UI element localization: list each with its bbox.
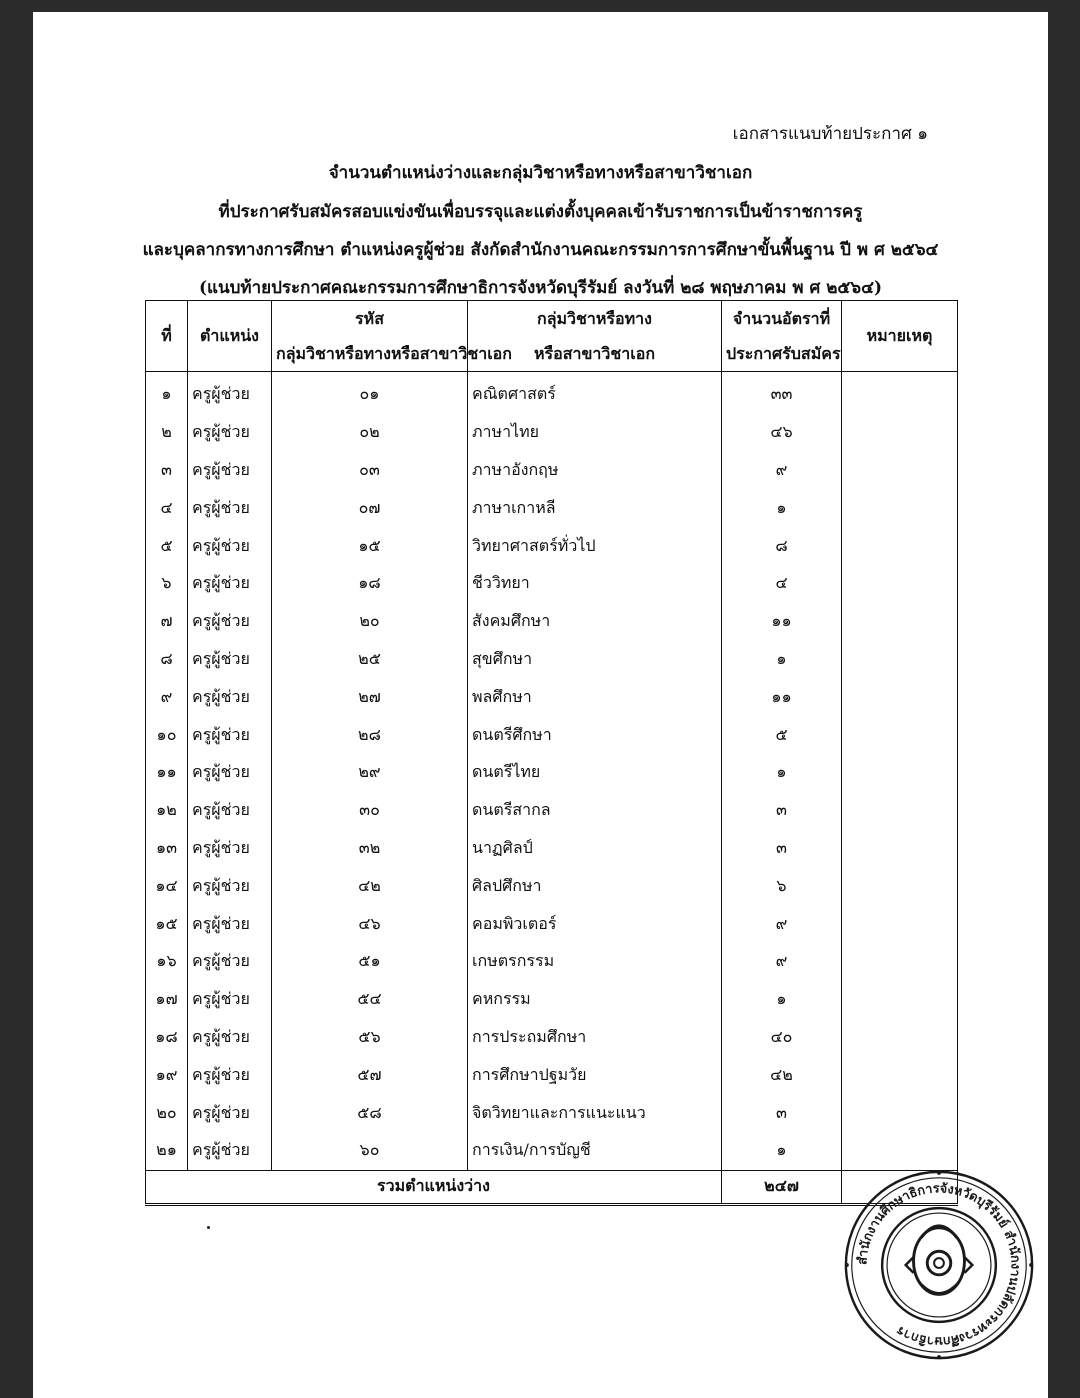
row-remark: [842, 489, 958, 527]
seal-text: สำนักงานศึกษาธิการจังหวัดบุรีรัมย์ สำนักงานปลัดกระทรวงศึกษาธิการ: [855, 1181, 1023, 1349]
row-no: ๑: [146, 372, 188, 414]
header-code: รหัส: [272, 301, 468, 338]
row-position: ครูผู้ช่วย: [188, 716, 272, 754]
row-subject: คณิตศาสตร์: [468, 372, 722, 414]
row-subject: ศิลปศึกษา: [468, 867, 722, 905]
row-count: ๔: [722, 565, 842, 603]
row-code: ๔๖: [272, 905, 468, 943]
row-code: ๒๗: [272, 678, 468, 716]
row-remark: [842, 678, 958, 716]
table-row: [146, 641, 958, 679]
row-code: ๓๐: [272, 792, 468, 830]
header-no: ที่: [146, 301, 188, 372]
row-position: ครูผู้ช่วย: [188, 1132, 272, 1170]
row-count: ๓๓: [722, 372, 842, 414]
row-no: ๑๑: [146, 754, 188, 792]
row-no: ๙: [146, 678, 188, 716]
row-no: ๗: [146, 603, 188, 641]
row-code: ๒๙: [272, 754, 468, 792]
row-subject: สุขศึกษา: [468, 641, 722, 679]
row-subject: คอมพิวเตอร์: [468, 905, 722, 943]
row-position: ครูผู้ช่วย: [188, 489, 272, 527]
row-remark: [842, 414, 958, 452]
row-subject: ภาษาไทย: [468, 414, 722, 452]
row-remark: [842, 1019, 958, 1057]
row-count: ๑: [722, 641, 842, 679]
row-count: ๖: [722, 867, 842, 905]
total-label: รวมตำแหน่งว่าง: [146, 1170, 722, 1204]
table-row: [146, 1019, 958, 1057]
row-position: ครูผู้ช่วย: [188, 452, 272, 490]
table-row: [146, 905, 958, 943]
row-subject: การเงิน/การบัญชี: [468, 1132, 722, 1170]
row-count: ๕: [722, 716, 842, 754]
title-line-1: จำนวนตำแหน่งว่างและกลุ่มวิชาหรือทางหรือสาขาวิชาเอก: [328, 163, 753, 183]
row-code: ๕๔: [272, 981, 468, 1019]
row-position: ครูผู้ช่วย: [188, 565, 272, 603]
row-no: ๓: [146, 452, 188, 490]
row-no: ๘: [146, 641, 188, 679]
table-row: [146, 1132, 958, 1170]
row-count: ๓: [722, 1094, 842, 1132]
row-no: ๒: [146, 414, 188, 452]
table-row: [146, 1056, 958, 1094]
row-count: ๔๒: [722, 1056, 842, 1094]
row-count: ๑๑: [722, 603, 842, 641]
table-row: [146, 943, 958, 981]
row-subject: คหกรรม: [468, 981, 722, 1019]
row-count: ๑: [722, 754, 842, 792]
table-row: [146, 830, 958, 868]
row-code: ๑๕: [272, 527, 468, 565]
vacancy-table: [145, 300, 958, 1206]
row-no: ๑๘: [146, 1019, 188, 1057]
row-position: ครูผู้ช่วย: [188, 1019, 272, 1057]
table-body: [146, 372, 958, 1171]
row-remark: [842, 943, 958, 981]
row-count: ๔๖: [722, 414, 842, 452]
header-position: ตำแหน่ง: [188, 301, 272, 372]
table-row: [146, 754, 958, 792]
row-count: ๓: [722, 830, 842, 868]
svg-text:สำนักงานศึกษาธิการจังหวัดบุรีร: [855, 1181, 1022, 1348]
row-count: ๓: [722, 792, 842, 830]
row-remark: [842, 792, 958, 830]
row-remark: [842, 527, 958, 565]
row-remark: [842, 830, 958, 868]
row-subject: พลศึกษา: [468, 678, 722, 716]
row-remark: [842, 754, 958, 792]
row-code: ๒๘: [272, 716, 468, 754]
row-position: ครูผู้ช่วย: [188, 527, 272, 565]
row-position: ครูผู้ช่วย: [188, 1094, 272, 1132]
title-line-4: (แนบท้ายประกาศคณะกรรมการศึกษาธิการจังหวัดบุรีรัมย์ ลงวันที่ ๒๘ พฤษภาคม พ ศ ๒๕๖๔): [199, 278, 882, 298]
table-row: [146, 792, 958, 830]
row-code: ๕๖: [272, 1019, 468, 1057]
header-subject-sub: หรือสาขาวิชาเอก: [468, 337, 722, 372]
header-subject: กลุ่มวิชาหรือทาง: [468, 301, 722, 338]
row-no: ๑๓: [146, 830, 188, 868]
row-subject: ดนตรีศึกษา: [468, 716, 722, 754]
row-subject: ภาษาเกาหลี: [468, 489, 722, 527]
table-row: [146, 489, 958, 527]
row-subject: นาฏศิลป์: [468, 830, 722, 868]
row-no: ๒๑: [146, 1132, 188, 1170]
table-row: [146, 603, 958, 641]
row-remark: [842, 1132, 958, 1170]
row-subject: ดนตรีไทย: [468, 754, 722, 792]
row-count: ๙: [722, 905, 842, 943]
row-no: ๑๔: [146, 867, 188, 905]
row-code: ๕๑: [272, 943, 468, 981]
row-subject: ดนตรีสากล: [468, 792, 722, 830]
row-code: ๕๘: [272, 1094, 468, 1132]
row-remark: [842, 716, 958, 754]
header-code-sub: กลุ่มวิชาหรือทางหรือสาขาวิชาเอก: [272, 337, 468, 372]
row-position: ครูผู้ช่วย: [188, 905, 272, 943]
row-position: ครูผู้ช่วย: [188, 867, 272, 905]
row-subject: ภาษาอังกฤษ: [468, 452, 722, 490]
document-page: [33, 12, 1048, 1398]
official-seal: [841, 1167, 1037, 1363]
table-row: [146, 1094, 958, 1132]
table-row: [146, 414, 958, 452]
row-count: ๙: [722, 943, 842, 981]
row-code: ๑๘: [272, 565, 468, 603]
row-remark: [842, 565, 958, 603]
row-subject: วิทยาศาสตร์ทั่วไป: [468, 527, 722, 565]
row-no: ๑๕: [146, 905, 188, 943]
table-row: [146, 678, 958, 716]
row-position: ครูผู้ช่วย: [188, 981, 272, 1019]
row-position: ครูผู้ช่วย: [188, 1056, 272, 1094]
header-count-sub: ประกาศรับสมัคร: [722, 337, 842, 372]
row-no: ๔: [146, 489, 188, 527]
row-no: ๑๖: [146, 943, 188, 981]
row-remark: [842, 1094, 958, 1132]
row-code: ๐๓: [272, 452, 468, 490]
table-row: [146, 981, 958, 1019]
row-code: ๐๒: [272, 414, 468, 452]
table-row: [146, 867, 958, 905]
row-count: ๔๐: [722, 1019, 842, 1057]
row-code: ๓๒: [272, 830, 468, 868]
row-count: ๘: [722, 527, 842, 565]
table-row: [146, 527, 958, 565]
row-subject: การประถมศึกษา: [468, 1019, 722, 1057]
row-remark: [842, 1056, 958, 1094]
row-position: ครูผู้ช่วย: [188, 830, 272, 868]
row-no: ๑๗: [146, 981, 188, 1019]
annex-label: เอกสารแนบท้ายประกาศ ๑: [732, 124, 928, 144]
total-value: ๒๔๗: [722, 1170, 842, 1204]
row-remark: [842, 981, 958, 1019]
row-remark: [842, 867, 958, 905]
row-code: ๒๐: [272, 603, 468, 641]
row-subject: การศึกษาปฐมวัย: [468, 1056, 722, 1094]
header-count: จำนวนอัตราที่: [722, 301, 842, 338]
row-code: ๔๒: [272, 867, 468, 905]
row-code: ๒๕: [272, 641, 468, 679]
row-position: ครูผู้ช่วย: [188, 754, 272, 792]
stray-mark: [207, 1226, 210, 1229]
row-subject: จิตวิทยาและการแนะแนว: [468, 1094, 722, 1132]
row-count: ๑: [722, 489, 842, 527]
row-no: ๑๙: [146, 1056, 188, 1094]
row-position: ครูผู้ช่วย: [188, 641, 272, 679]
row-no: ๕: [146, 527, 188, 565]
row-count: ๑: [722, 981, 842, 1019]
row-code: ๕๗: [272, 1056, 468, 1094]
row-subject: ชีววิทยา: [468, 565, 722, 603]
row-code: ๐๑: [272, 372, 468, 414]
table-row: [146, 565, 958, 603]
row-count: ๑: [722, 1132, 842, 1170]
row-remark: [842, 603, 958, 641]
row-position: ครูผู้ช่วย: [188, 603, 272, 641]
row-no: ๑๐: [146, 716, 188, 754]
row-position: ครูผู้ช่วย: [188, 372, 272, 414]
row-count: ๙: [722, 452, 842, 490]
table-row: [146, 372, 958, 414]
row-remark: [842, 372, 958, 414]
row-remark: [842, 452, 958, 490]
row-position: ครูผู้ช่วย: [188, 943, 272, 981]
row-code: ๖๐: [272, 1132, 468, 1170]
row-code: ๐๗: [272, 489, 468, 527]
row-position: ครูผู้ช่วย: [188, 414, 272, 452]
title-line-3: และบุคลากรทางการศึกษา ตำแหน่งครูผู้ช่วย สังกัดสำนักงานคณะกรรมการการศึกษาขั้นพื้นฐาน ปี พ ศ ๒๕๖๔: [142, 240, 939, 260]
row-no: ๖: [146, 565, 188, 603]
row-count: ๑๑: [722, 678, 842, 716]
row-position: ครูผู้ช่วย: [188, 792, 272, 830]
row-subject: เกษตรกรรม: [468, 943, 722, 981]
header-remark: หมายเหตุ: [842, 301, 958, 372]
title-line-2: ที่ประกาศรับสมัครสอบแข่งขันเพื่อบรรจุและแต่งตั้งบุคคลเข้ารับราชการเป็นข้าราชการครู: [218, 202, 863, 222]
row-remark: [842, 905, 958, 943]
row-no: ๑๒: [146, 792, 188, 830]
row-remark: [842, 641, 958, 679]
table-row: [146, 452, 958, 490]
table-row: [146, 716, 958, 754]
row-no: ๒๐: [146, 1094, 188, 1132]
row-subject: สังคมศึกษา: [468, 603, 722, 641]
row-position: ครูผู้ช่วย: [188, 678, 272, 716]
